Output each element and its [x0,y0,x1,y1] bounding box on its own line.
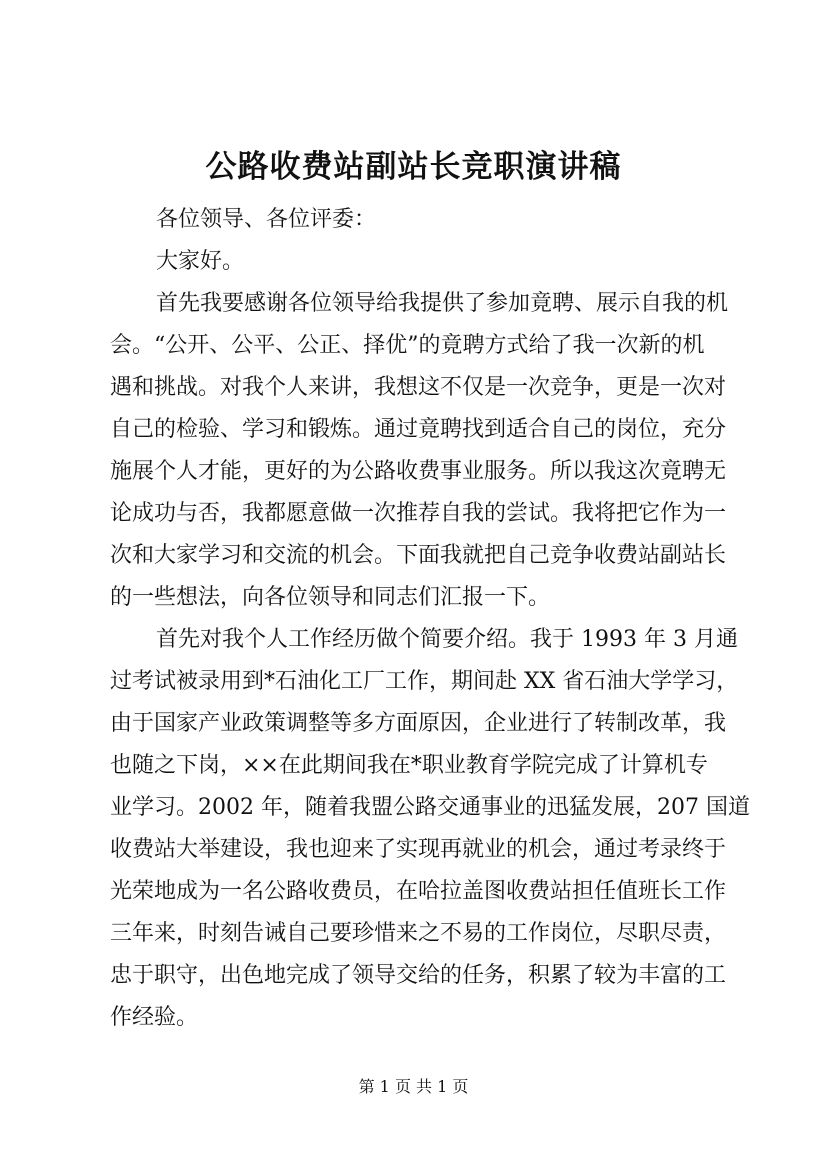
paragraph-2-line-2: 过考试被录用到*石油化工厂工作，期间赴 XX 省石油大学学习， [110,669,739,694]
paragraph-1-line-5: 施展个人才能，更好的为公路收费事业服务。所以我这次竟聘无 [110,459,727,484]
salutation-line: 各位领导、各位评委： [156,207,377,232]
paragraph-2-line-3: 由于国家产业政策调整等多方面原因，企业进行了转制改革，我 [110,711,727,736]
paragraph-2-line-1: 首先对我个人工作经历做个简要介绍。我于 1993 年 3 月通 [156,627,738,652]
page-number-footer: 第 1 页 共 1 页 [358,1077,469,1096]
paragraph-1-line-1: 首先我要感谢各位领导给我提供了参加竟聘、展示自我的机 [156,291,729,316]
paragraph-1-line-3: 遇和挑战。对我个人来讲，我想这不仅是一次竞争，更是一次对 [110,375,727,400]
paragraph-2-line-8: 三年来，时刻告诫自己要珍惜来之不易的工作岗位，尽职尽责， [110,921,727,946]
paragraph-2-line-10: 作经验。 [110,1005,199,1030]
paragraph-2-line-4: 也随之下岗，××在此期间我在*职业教育学院完成了计算机专 [110,753,708,778]
document-title: 公路收费站副站长竞职演讲稿 [205,149,622,185]
paragraph-2-line-7: 光荣地成为一名公路收费员，在哈拉盖图收费站担任值班长工作 [110,879,727,904]
paragraph-1-line-8: 的一些想法，向各位领导和同志们汇报一下。 [110,585,551,610]
paragraph-1-line-2: 会。“公开、公平、公正、择优”的竟聘方式给了我一次新的机 [110,333,705,358]
paragraph-1-line-7: 次和大家学习和交流的机会。下面我就把自己竞争收费站副站长 [110,543,727,568]
greeting-line: 大家好。 [156,249,245,274]
paragraph-1-line-6: 论成功与否，我都愿意做一次推荐自我的尝试。我将把它作为一 [110,501,727,526]
paragraph-2-line-5: 业学习。2002 年，随着我盟公路交通事业的迅猛发展，207 国道 [110,795,750,820]
paragraph-1-line-4: 自己的检验、学习和锻炼。通过竟聘找到适合自己的岗位，充分 [110,417,727,442]
paragraph-2-line-9: 忠于职守，出色地完成了领导交给的任务，积累了较为丰富的工 [110,963,727,988]
paragraph-2-line-6: 收费站大举建设，我也迎来了实现再就业的机会，通过考录终于 [110,837,727,862]
